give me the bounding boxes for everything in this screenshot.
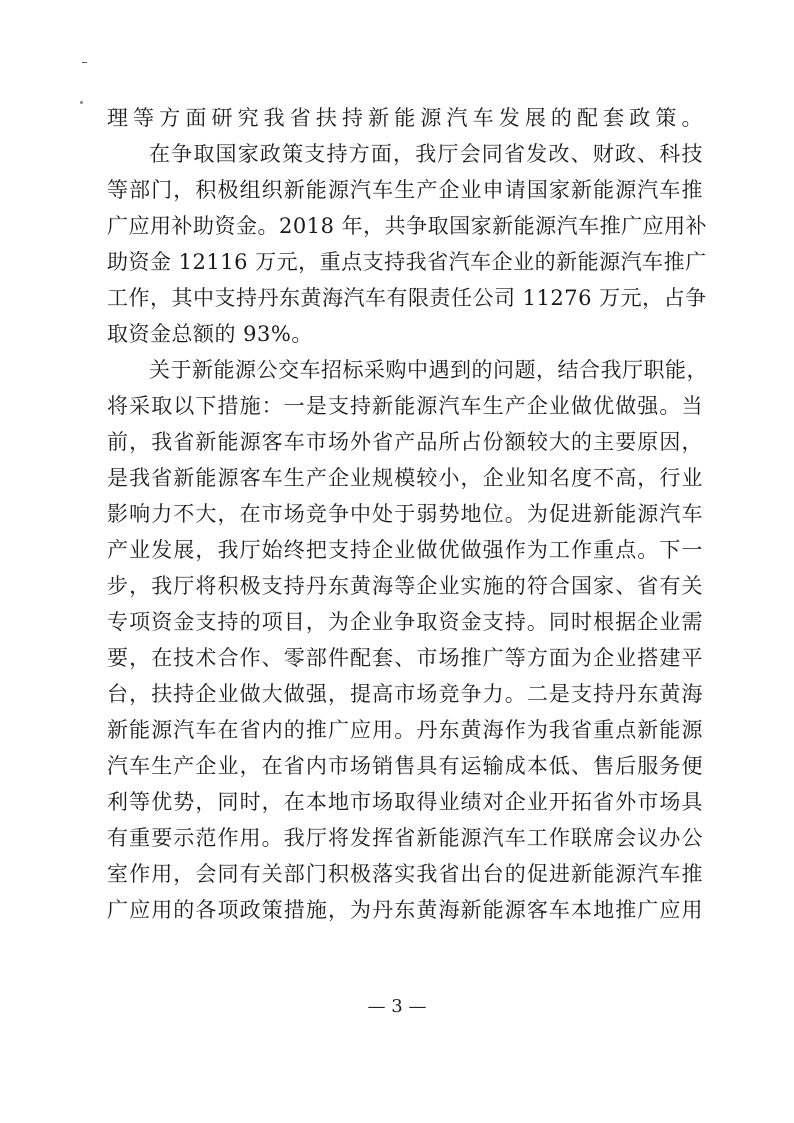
text-line: 前，我省新能源客车市场外省产品所占份额较大的主要原因， (107, 430, 703, 454)
text-line: 室作用，会同有关部门积极落实我省出台的促进新能源汽车推 (107, 862, 703, 886)
text-line: 是我省新能源客车生产企业规模较小，企业知名度不高，行业 (107, 466, 703, 490)
text-line: 步，我厅将积极支持丹东黄海等企业实施的符合国家、省有关 (107, 574, 703, 598)
text-line: 取资金总额的 93%。 (107, 322, 313, 346)
text-line: 广应用补助资金。2018 年，共争取国家新能源汽车推广应用补 (107, 214, 708, 238)
text-line: 产业发展，我厅始终把支持企业做优做强作为工作重点。下一 (107, 538, 703, 562)
text-line: 广应用的各项政策措施，为丹东黄海新能源客车本地推广应用 (107, 898, 703, 922)
text-line: 台，扶持企业做大做强，提高市场竞争力。二是支持丹东黄海 (107, 682, 703, 706)
text-line: 专项资金支持的项目，为企业争取资金支持。同时根据企业需 (107, 610, 703, 634)
scan-mark (82, 62, 87, 63)
text-line: 要，在技术合作、零部件配套、市场推广等方面为企业搭建平 (107, 646, 703, 670)
text-line: 将采取以下措施：一是支持新能源汽车生产企业做优做强。当 (107, 394, 703, 418)
text-line: 利等优势，同时，在本地市场取得业绩对企业开拓省外市场具 (107, 790, 703, 814)
text-line: 新能源汽车在省内的推广应用。丹东黄海作为我省重点新能源 (107, 718, 703, 742)
text-line: 助资金 12116 万元，重点支持我省汽车企业的新能源汽车推广 (107, 250, 707, 274)
page-number: — 3 — (367, 996, 427, 1017)
body-text (107, 100, 708, 928)
text-line: 在争取国家政策支持方面，我厅会同省发改、财政、科技 (149, 142, 703, 166)
text-line: 有重要示范作用。我厅将发挥省新能源汽车工作联席会议办公 (107, 826, 703, 850)
text-line: 理等方面研究我省扶持新能源汽车发展的配套政策。 (107, 106, 703, 130)
text-line: 等部门，积极组织新能源汽车生产企业申请国家新能源汽车推 (107, 178, 703, 202)
scan-dot (80, 101, 83, 104)
text-line: 汽车生产企业，在省内市场销售具有运输成本低、售后服务便 (107, 754, 703, 778)
text-line: 关于新能源公交车招标采购中遇到的问题，结合我厅职能， (149, 358, 708, 382)
text-line: 工作，其中支持丹东黄海汽车有限责任公司 11276 万元，占争 (107, 286, 707, 310)
text-line: 影响力不大，在市场竞争中处于弱势地位。为促进新能源汽车 (107, 502, 703, 526)
